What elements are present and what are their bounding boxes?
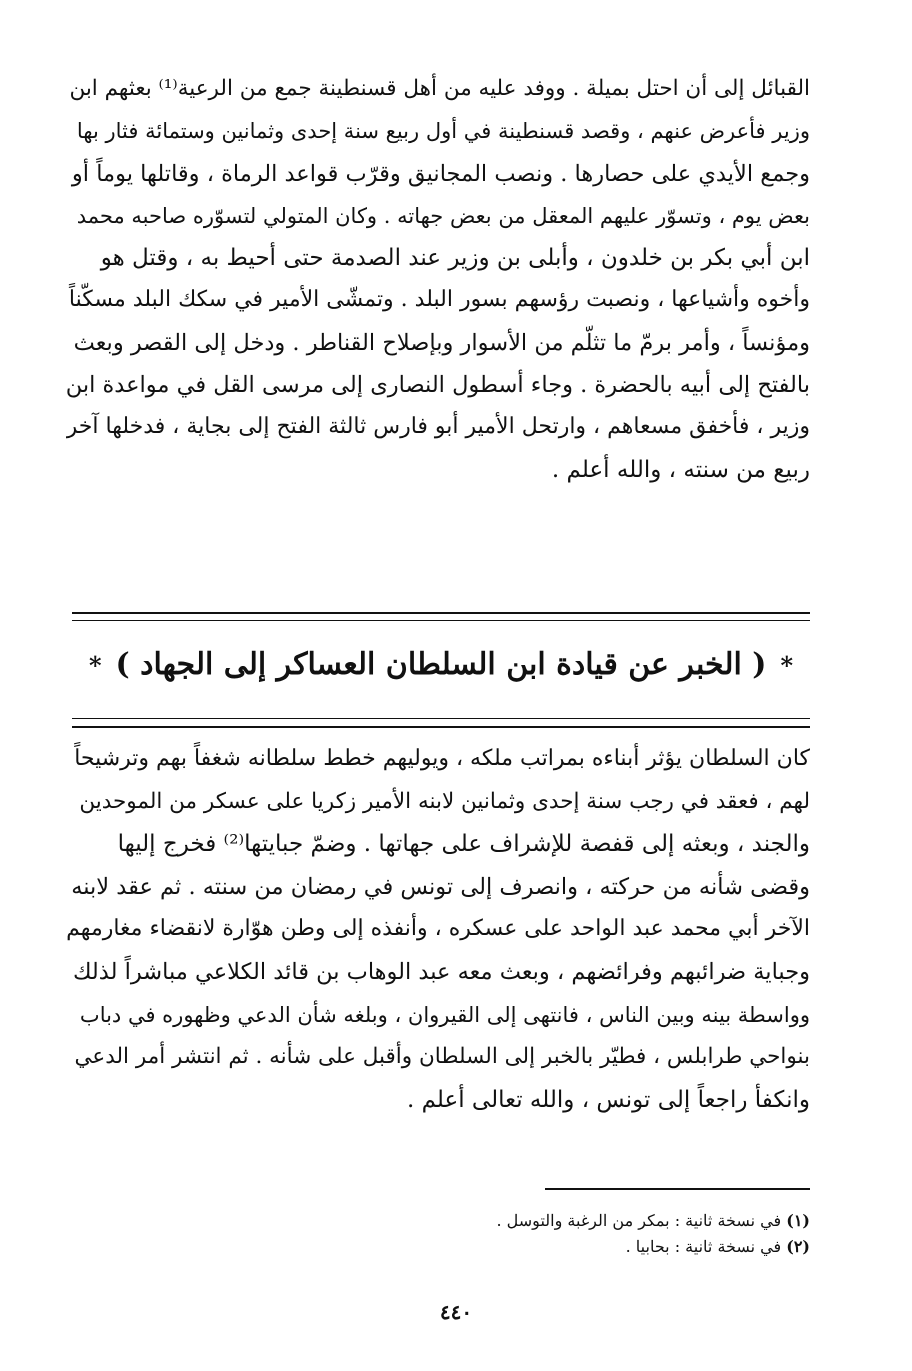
text-line: وأخوه وأشياعها ، ونصبت رؤسهم بسور البلد . وتمشّى الأمير في سكك البلد مسكّناً — [68, 287, 810, 313]
text-line: وجمع الأيدي على حصارها . ونصب المجانيق وقرّب قواعد الرماة ، وقاتلها يوماً أو — [71, 160, 810, 187]
text-line: ربيع من سنته ، والله أعلم . — [551, 456, 810, 483]
section-heading — [72, 640, 810, 691]
footnote-mark: (٢) — [786, 1237, 810, 1256]
footnote-1 — [400, 1208, 810, 1234]
heading-bottom-rule-inner — [72, 718, 810, 719]
text-line: بعض يوم ، وتسوّر عليهم المعقل من بعض جهاته . وكان المتولي لتسوّره صاحبه محمد — [76, 203, 810, 228]
text-line: القبائل إلى أن احتل بميلة . ووفد عليه من أهل قسنطينة جمع من الرعية⁽¹⁾ بعثهم ابن — [69, 76, 810, 101]
footnote-2 — [400, 1234, 810, 1260]
footnote-text: في نسخة ثانية : بمكر من الرغبة والتوسل . — [496, 1211, 782, 1230]
text-line: وزير فأعرض عنهم ، وقصد قسنطينة في أول ربيع سنة إحدى وثمانين وستمائة فثار بها — [76, 119, 810, 144]
text-line: بالفتح إلى أبيه بالحضرة . وجاء أسطول النصارى إلى مرسى القل في مواعدة ابن — [66, 372, 810, 399]
text-line: والجند ، وبعثه إلى قفصة للإشراف على جهاتها . وضمّ جبايتها⁽²⁾ فخرج إليها — [117, 831, 810, 858]
footnote-mark: (١) — [786, 1211, 810, 1230]
footnotes — [400, 1208, 810, 1260]
text-line: وقضى شأنه من حركته ، وانصرف إلى تونس في رمضان من سنته . ثم عقد لابنه — [71, 873, 810, 900]
text-line: وجباية ضرائبهم وفرائضهم ، وبعث معه عبد الوهاب بن قائد الكلاعي مباشراً لذلك — [72, 958, 810, 985]
text-line: وانكفأ راجعاً إلى تونس ، والله تعالى أعلم . — [406, 1086, 810, 1113]
text-line: الآخر أبي محمد عبد الواحد على عسكره ، وأنفذه إلى وطن هوّارة لانقضاء مغارمهم — [66, 916, 810, 942]
star-ornament: * — [88, 651, 102, 680]
text-line: بنواحي طرابلس ، فطيّر بالخبر إلى السلطان وأقبل على شأنه . ثم انتشر أمر الدعي — [74, 1044, 810, 1070]
text-line: كان السلطان يؤثر أبناءه بمراتب ملكه ، ويوليهم خطط سلطانه شغفاً بهم وترشيحاً — [74, 746, 810, 771]
paragraph-1 — [66, 68, 810, 491]
page-number: ٤٤٠ — [439, 1300, 473, 1324]
paragraph-2 — [66, 738, 810, 1121]
text-line: وزير ، فأخفق مسعاهم ، وارتحل الأمير أبو فارس ثالثة الفتح إلى بجاية ، فدخلها آخر — [66, 414, 810, 440]
star-ornament: * — [780, 651, 794, 680]
heading-top-rule — [72, 612, 810, 614]
text-line: ابن أبي بكر بن خلدون ، وأبلى بن وزير عند الصدمة حتى أحيط به ، وقتل هو — [100, 245, 810, 272]
footnote-separator — [545, 1188, 810, 1190]
text-line: وواسطة بينه وبين الناس ، فانتهى إلى القيروان ، وبلغه شأن الدعي وظهوره في دباب — [79, 1002, 810, 1027]
text-line: لهم ، فعقد في رجب سنة إحدى وثمانين لابنه الأمير زكريا على عسكر من الموحدين — [79, 788, 810, 814]
text-line: ومؤنساً ، وأمر برمّ ما تثلّم من الأسوار وبإصلاح القناطر . ودخل إلى القصر وبعث — [73, 329, 810, 356]
heading-top-rule-inner — [72, 620, 810, 621]
heading-bottom-rule — [72, 726, 810, 728]
section-heading-title: ( الخبر عن قيادة ابن السلطان العساكر إلى الجهاد ) — [115, 647, 767, 682]
footnote-text: في نسخة ثانية : بحابيا . — [625, 1237, 782, 1256]
